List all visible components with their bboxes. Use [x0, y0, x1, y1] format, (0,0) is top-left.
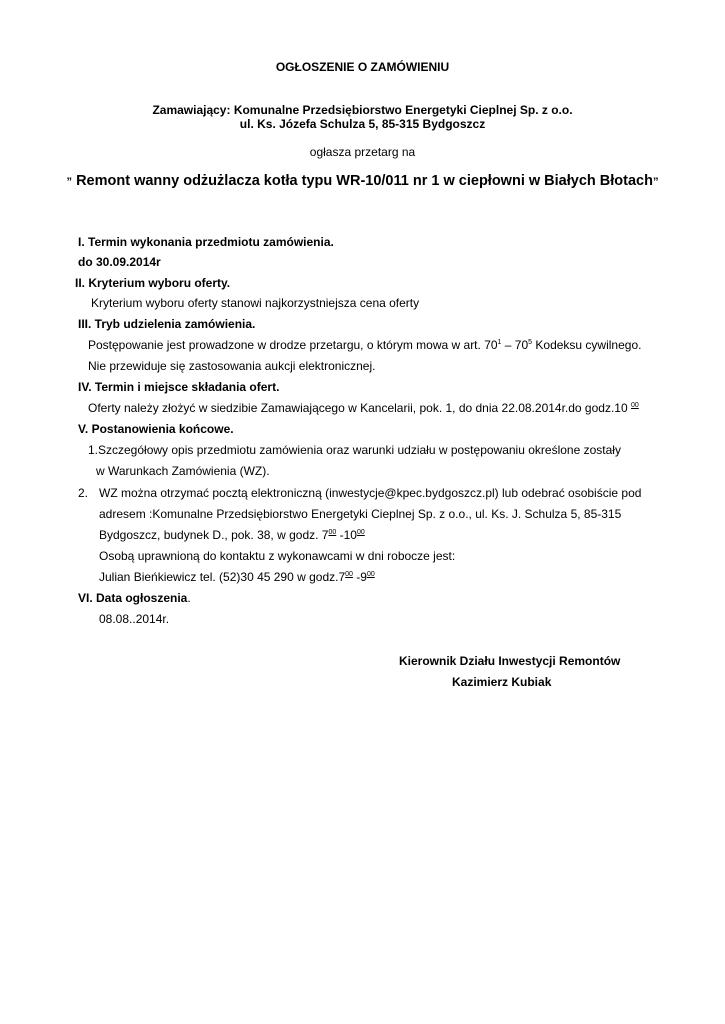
orderer-line-2: ul. Ks. Józefa Schulza 5, 85-315 Bydgoszcz: [239, 117, 486, 131]
section-5-p2-line5b: -9: [352, 570, 367, 584]
section-4-heading: IV. Termin i miejsce składania ofert.: [78, 380, 280, 394]
section-4-text-main: Oferty należy złożyć w siedzibie Zamawiającego w Kancelarii, pok. 1, do dnia 22.08.2014r.do godz.10: [88, 401, 631, 415]
section-4-sup: 00: [630, 402, 639, 409]
section-6-heading-text: VI. Data ogłoszenia: [78, 591, 188, 605]
section-1-heading: I. Termin wykonania przedmiotu zamówienia.: [78, 235, 334, 249]
subject-open-quote: ”: [66, 176, 73, 188]
section-5-p2-line5: [99, 570, 375, 584]
announces-text: ogłasza przetarg na: [309, 145, 416, 159]
signature-name: Kazimierz Kubiak: [452, 675, 552, 689]
section-6-value: 08.08..2014r.: [99, 612, 170, 626]
section-3-text-2: Nie przewiduje się zastosowania aukcji elektronicznej.: [88, 359, 376, 373]
section-2-text: Kryterium wyboru oferty stanowi najkorzystniejsza cena oferty: [91, 296, 420, 310]
section-3-text-c: Kodeksu cywilnego.: [532, 338, 642, 352]
section-5-p2-sup3: 00: [345, 571, 353, 578]
document-title: OGŁOSZENIE O ZAMÓWIENIU: [275, 60, 450, 74]
section-5-p2-line3: [99, 528, 365, 542]
subject-text: Remont wanny odżużlacza kotła typu WR-10/011 nr 1 w ciepłowni w Białych Błotach: [76, 173, 653, 189]
section-5-p2-sup4: 00: [366, 571, 375, 578]
section-1-value: do 30.09.2014r: [78, 255, 161, 269]
section-5-p1-line1: 1.Szczegółowy opis przedmiotu zamówienia oraz warunki udziału w postępowaniu określone zostały: [88, 443, 621, 457]
section-6-heading-dot: .: [187, 591, 191, 605]
orderer-line-1: Zamawiający: Komunalne Przedsiębiorstwo Energetyki Cieplnej Sp. z o.o.: [152, 103, 573, 117]
section-2-heading: II. Kryterium wyboru oferty.: [75, 276, 231, 290]
section-5-p2-line1: WZ można otrzymać pocztą elektroniczną (inwestycje@kpec.bydgoszcz.pl) lub odebrać osobiście pod: [99, 486, 642, 500]
section-5-p2-line4: Osobą uprawnioną do kontaktu z wykonawcami w dni robocze jest:: [99, 549, 456, 563]
section-3-sup-b: 5: [528, 339, 533, 346]
section-5-p2-sup2: 00: [356, 529, 365, 536]
signature-position: Kierownik Działu Inwestycji Remontów: [399, 654, 621, 668]
section-4-text: [88, 401, 639, 415]
section-5-p2-line3a: Bydgoszcz, budynek D., pok. 38, w godz. 7: [99, 528, 329, 542]
section-5-p2-number: 2.: [78, 486, 89, 500]
section-5-p2-line5a: Julian Bieńkiewicz tel. (52)30 45 290 w godz.7: [99, 570, 346, 584]
section-5-p1-line2: w Warunkach Zamówienia (WZ).: [96, 464, 270, 478]
section-3-text: [88, 338, 641, 352]
section-3-text-b: – 70: [501, 338, 529, 352]
section-5-p2-line3b: -10: [336, 528, 357, 542]
tender-subject: [0, 172, 725, 191]
section-3-text-a: Postępowanie jest prowadzone w drodze przetargu, o którym mowa w art. 70: [88, 338, 498, 352]
section-6-heading: [78, 591, 191, 605]
section-5-p2-sup1: 00: [328, 529, 337, 536]
subject-close-quote: ”: [652, 176, 659, 188]
section-5-heading: V. Postanowienia końcowe.: [78, 422, 234, 436]
section-3-heading: III. Tryb udzielenia zamówienia.: [78, 317, 256, 331]
section-5-p2-line2: adresem :Komunalne Przedsiębiorstwo Energetyki Cieplnej Sp. z o.o., ul. Ks. J. Schulza 5, 85-315: [99, 507, 622, 521]
section-3-sup-a: 1: [497, 339, 502, 346]
